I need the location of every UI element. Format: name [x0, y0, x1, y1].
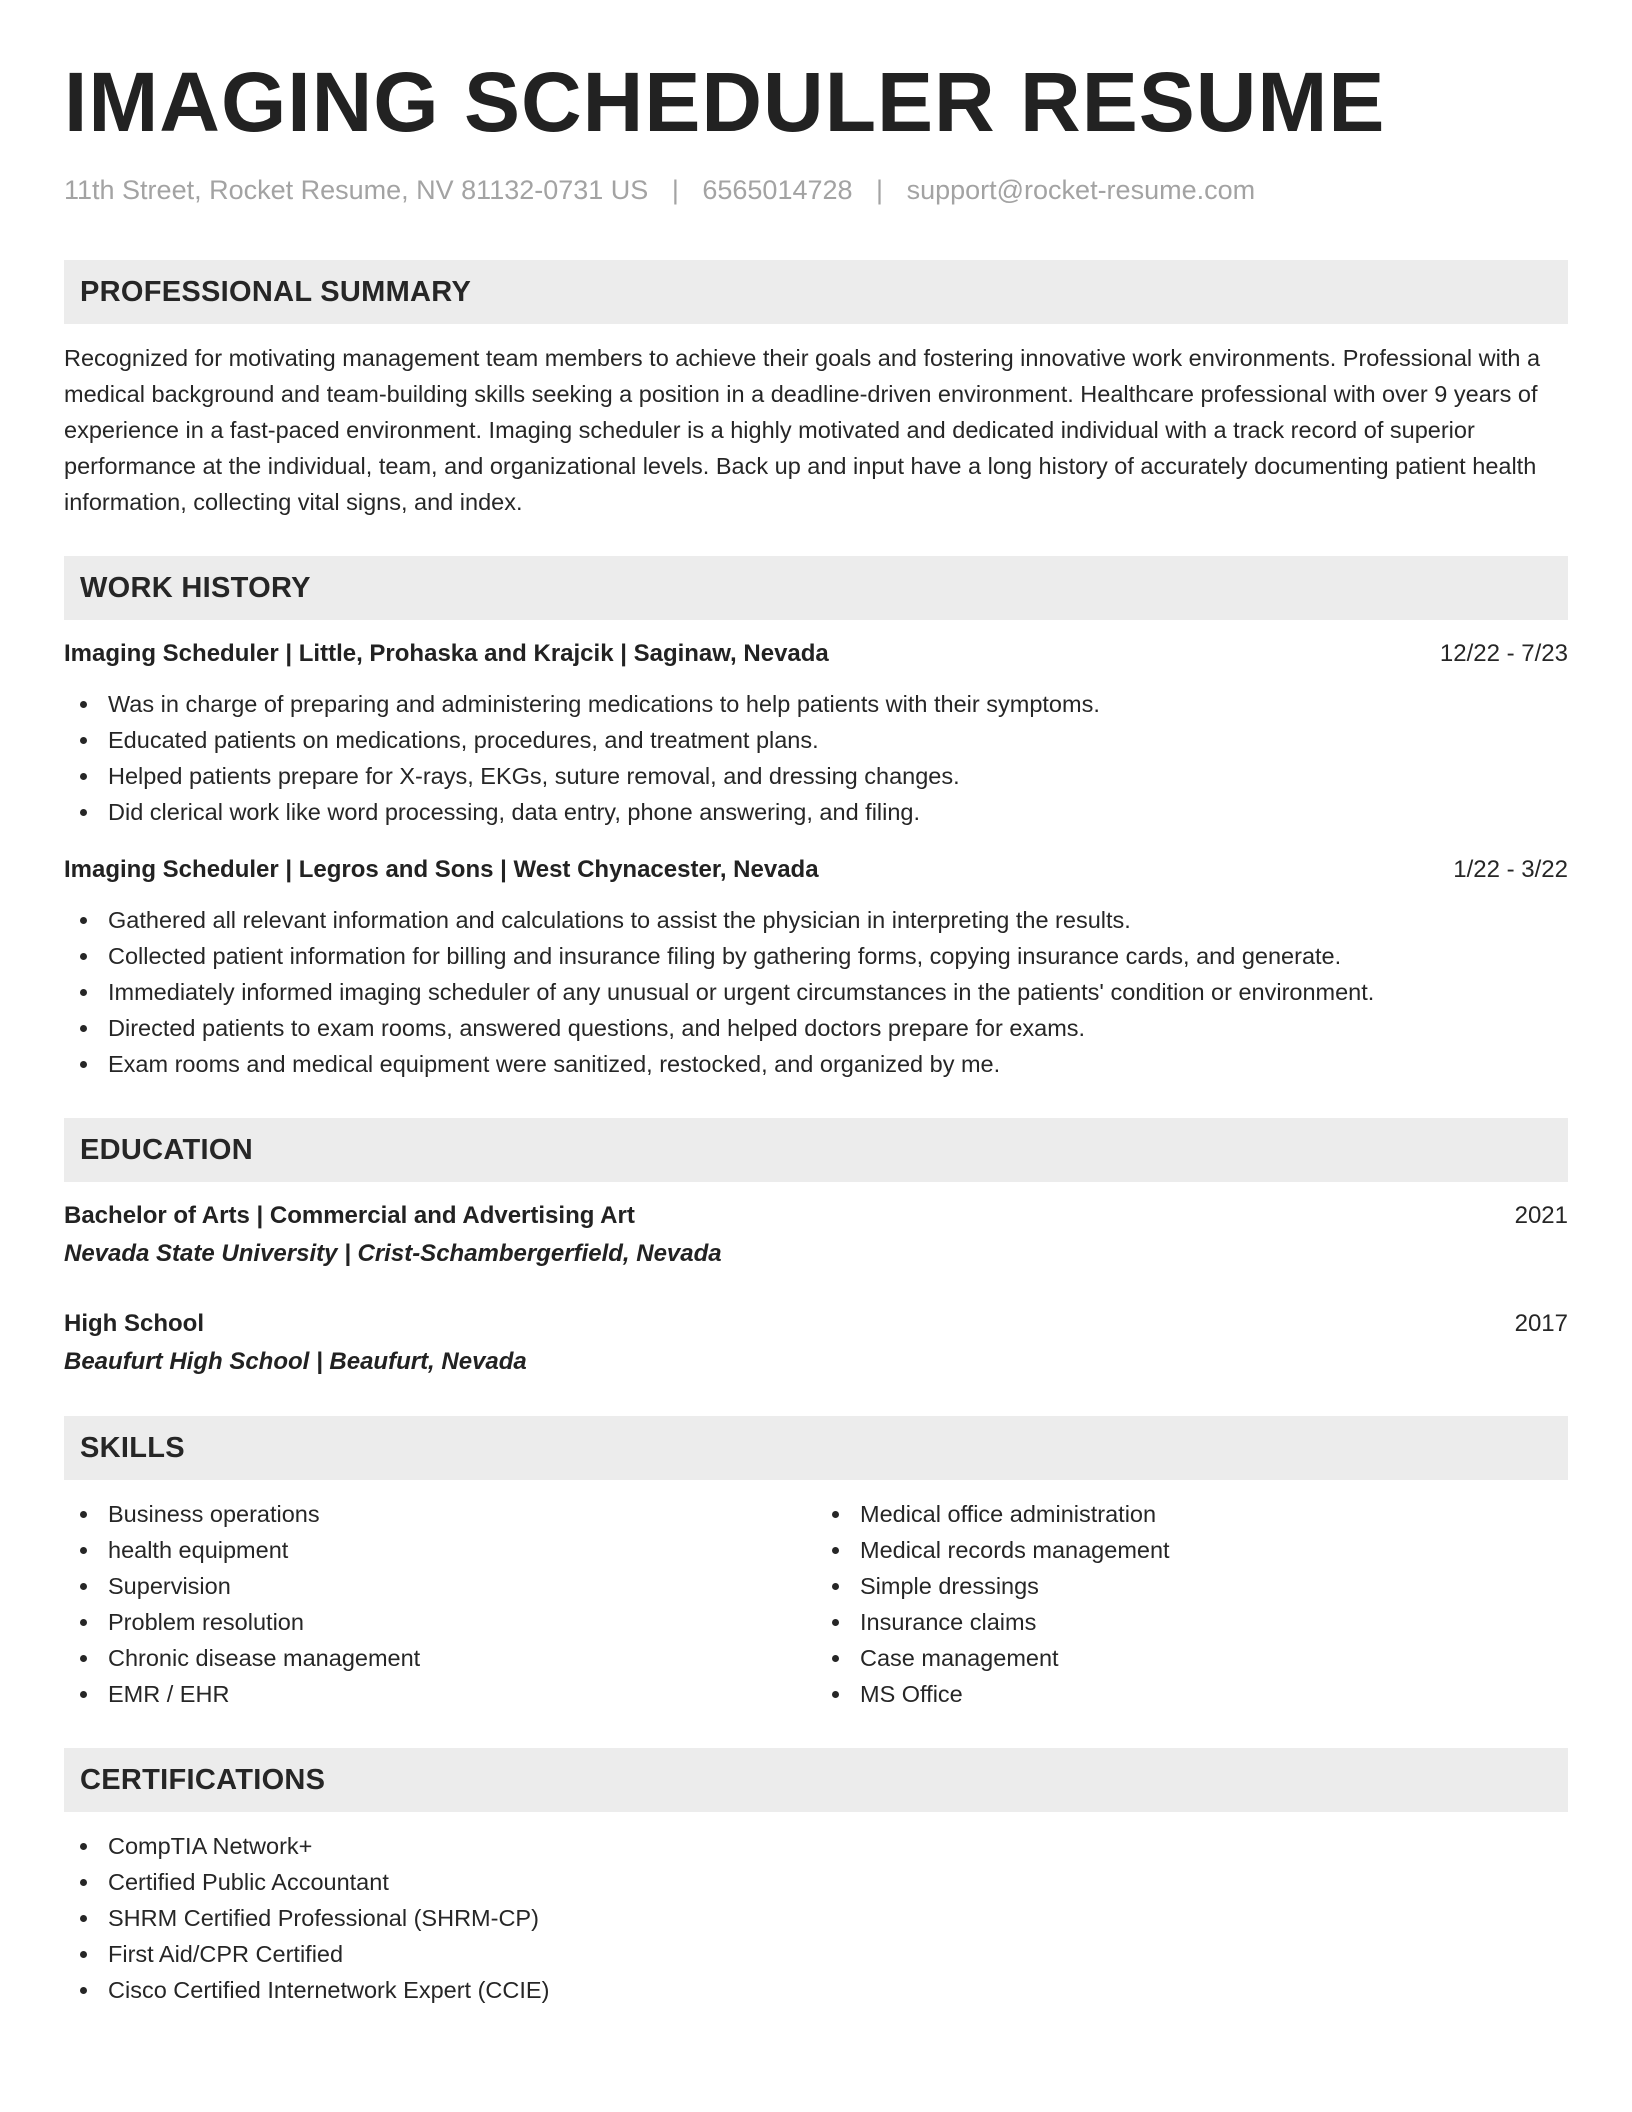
list-item-text: Gathered all relevant information and calculations to assist the physician in interpreting the results.	[108, 907, 1131, 933]
resume-title: IMAGING SCHEDULER RESUME	[64, 55, 1386, 149]
skill-text: Insurance claims	[860, 1609, 1037, 1635]
certification-text: Cisco Certified Internetwork Expert (CCIE)	[108, 1977, 550, 2003]
list-item-text: Collected patient information for billing and insurance filing by gathering forms, copying insurance cards, and generate.	[108, 943, 1342, 969]
list-item	[816, 1568, 1568, 1604]
job-header	[64, 852, 1568, 888]
education-entry	[64, 1198, 1568, 1272]
section-heading-work-history: WORK HISTORY	[64, 556, 1568, 620]
list-item	[64, 794, 1568, 830]
certification-text: SHRM Certified Professional (SHRM-CP)	[108, 1905, 539, 1931]
contact-address: 11th Street, Rocket Resume, NV 81132-0731 US	[64, 175, 649, 205]
list-item	[64, 1604, 816, 1640]
list-item	[64, 1046, 1568, 1082]
list-item	[64, 938, 1568, 974]
bullet-icon	[80, 773, 87, 780]
skill-text: Chronic disease management	[108, 1645, 421, 1671]
skill-text: Medical office administration	[860, 1501, 1157, 1527]
bullet-icon	[80, 1915, 87, 1922]
bullet-icon	[80, 809, 87, 816]
bullet-icon	[80, 701, 87, 708]
list-item	[64, 758, 1568, 794]
bullet-icon	[832, 1547, 839, 1554]
contact-separator: |	[671, 175, 679, 205]
job-entry	[64, 636, 1568, 830]
bullet-icon	[80, 1879, 87, 1886]
education-entry	[64, 1306, 1568, 1380]
bullet-icon	[80, 1691, 87, 1698]
list-item-text: Exam rooms and medical equipment were sanitized, restocked, and organized by me.	[108, 1051, 1001, 1077]
education-degree: High School	[64, 1310, 204, 1337]
list-item	[64, 1532, 816, 1568]
skill-text: Business operations	[108, 1501, 320, 1527]
education-year: 2017	[1514, 1310, 1568, 1337]
certification-text: Certified Public Accountant	[108, 1869, 389, 1895]
skill-text: MS Office	[860, 1681, 963, 1707]
bullet-icon	[80, 1655, 87, 1662]
list-item-text: Did clerical work like word processing, data entry, phone answering, and filing.	[108, 799, 921, 825]
list-item	[64, 1676, 816, 1712]
list-item	[64, 686, 1568, 722]
list-item	[64, 1010, 1568, 1046]
education-school: Nevada State University | Crist-Schambergerfield, Nevada	[64, 1240, 722, 1267]
list-item	[64, 1568, 816, 1604]
list-item	[64, 1828, 1568, 1864]
section-heading-education: EDUCATION	[64, 1118, 1568, 1182]
list-item	[64, 1864, 1568, 1900]
education-school: Beaufurt High School | Beaufurt, Nevada	[64, 1348, 527, 1375]
bullet-icon	[80, 917, 87, 924]
summary-text: Recognized for motivating management team members to achieve their goals and fostering innovative work environments. Professional with a medical background and team-building skills seeking a position in a deadline-driven environment. Healthcare professional with over 9 years of experience in a fast-paced environment. Imaging scheduler is a highly motivated and dedicated individual with a track record of superior performance at the individual, team, and organizational levels. Back up and input have a long history of accurately documenting patient health information, collecting vital signs, and index.	[64, 345, 1541, 515]
list-item	[64, 1900, 1568, 1936]
list-item	[64, 1972, 1568, 2008]
skills-list-right	[816, 1496, 1568, 1712]
list-item	[816, 1640, 1568, 1676]
list-item	[64, 974, 1568, 1010]
education-header	[64, 1306, 1568, 1342]
section-heading-certifications: CERTIFICATIONS	[64, 1748, 1568, 1812]
skill-text: Case management	[860, 1645, 1059, 1671]
bullet-icon	[80, 1951, 87, 1958]
skill-text: Supervision	[108, 1573, 231, 1599]
bullet-icon	[80, 989, 87, 996]
list-item	[64, 1496, 816, 1532]
list-item	[64, 902, 1568, 938]
skill-text: EMR / EHR	[108, 1681, 230, 1707]
skill-text: health equipment	[108, 1537, 289, 1563]
education-degree: Bachelor of Arts | Commercial and Advertising Art	[64, 1202, 635, 1229]
section-heading-skills: SKILLS	[64, 1416, 1568, 1480]
list-item-text: Educated patients on medications, procedures, and treatment plans.	[108, 727, 819, 753]
list-item	[816, 1676, 1568, 1712]
certification-text: First Aid/CPR Certified	[108, 1941, 344, 1967]
contact-phone: 6565014728	[702, 175, 853, 205]
list-item	[816, 1604, 1568, 1640]
education-year: 2021	[1514, 1202, 1568, 1229]
job-bullet-list	[64, 686, 1568, 830]
bullet-icon	[832, 1583, 839, 1590]
bullet-icon	[80, 1547, 87, 1554]
bullet-icon	[80, 953, 87, 960]
certification-text: CompTIA Network+	[108, 1833, 313, 1859]
contact-line	[64, 172, 1568, 208]
job-header	[64, 636, 1568, 672]
job-title: Imaging Scheduler | Little, Prohaska and Krajcik | Saginaw, Nevada	[64, 640, 829, 667]
list-item-text: Was in charge of preparing and administering medications to help patients with their symptoms.	[108, 691, 1100, 717]
bullet-icon	[80, 1025, 87, 1032]
list-item	[64, 1640, 816, 1676]
skill-text: Medical records management	[860, 1537, 1170, 1563]
bullet-icon	[80, 1583, 87, 1590]
job-title: Imaging Scheduler | Legros and Sons | West Chynacester, Nevada	[64, 856, 819, 883]
list-item-text: Immediately informed imaging scheduler of any unusual or urgent circumstances in the patients' condition or environment.	[108, 979, 1375, 1005]
contact-email: support@rocket-resume.com	[906, 175, 1256, 205]
bullet-icon	[80, 1511, 87, 1518]
section-heading-summary: PROFESSIONAL SUMMARY	[64, 260, 1568, 324]
certifications-list	[64, 1828, 1568, 2008]
bullet-icon	[832, 1619, 839, 1626]
skills-list-left	[64, 1496, 816, 1712]
education-header	[64, 1198, 1568, 1234]
bullet-icon	[832, 1691, 839, 1698]
bullet-icon	[80, 1987, 87, 1994]
skill-text: Simple dressings	[860, 1573, 1039, 1599]
bullet-icon	[832, 1511, 839, 1518]
bullet-icon	[832, 1655, 839, 1662]
list-item	[64, 722, 1568, 758]
bullet-icon	[80, 1843, 87, 1850]
list-item	[64, 1936, 1568, 1972]
job-dates: 12/22 - 7/23	[1439, 640, 1568, 667]
job-entry	[64, 852, 1568, 1082]
bullet-icon	[80, 737, 87, 744]
job-bullet-list	[64, 902, 1568, 1082]
list-item-text: Helped patients prepare for X-rays, EKGs, suture removal, and dressing changes.	[108, 763, 960, 789]
bullet-icon	[80, 1619, 87, 1626]
contact-separator: |	[876, 175, 884, 205]
list-item	[816, 1532, 1568, 1568]
list-item-text: Directed patients to exam rooms, answered questions, and helped doctors prepare for exams.	[108, 1015, 1086, 1041]
skills-grid	[64, 1496, 1568, 1712]
list-item	[816, 1496, 1568, 1532]
skill-text: Problem resolution	[108, 1609, 304, 1635]
job-dates: 1/22 - 3/22	[1453, 856, 1568, 883]
bullet-icon	[80, 1061, 87, 1068]
